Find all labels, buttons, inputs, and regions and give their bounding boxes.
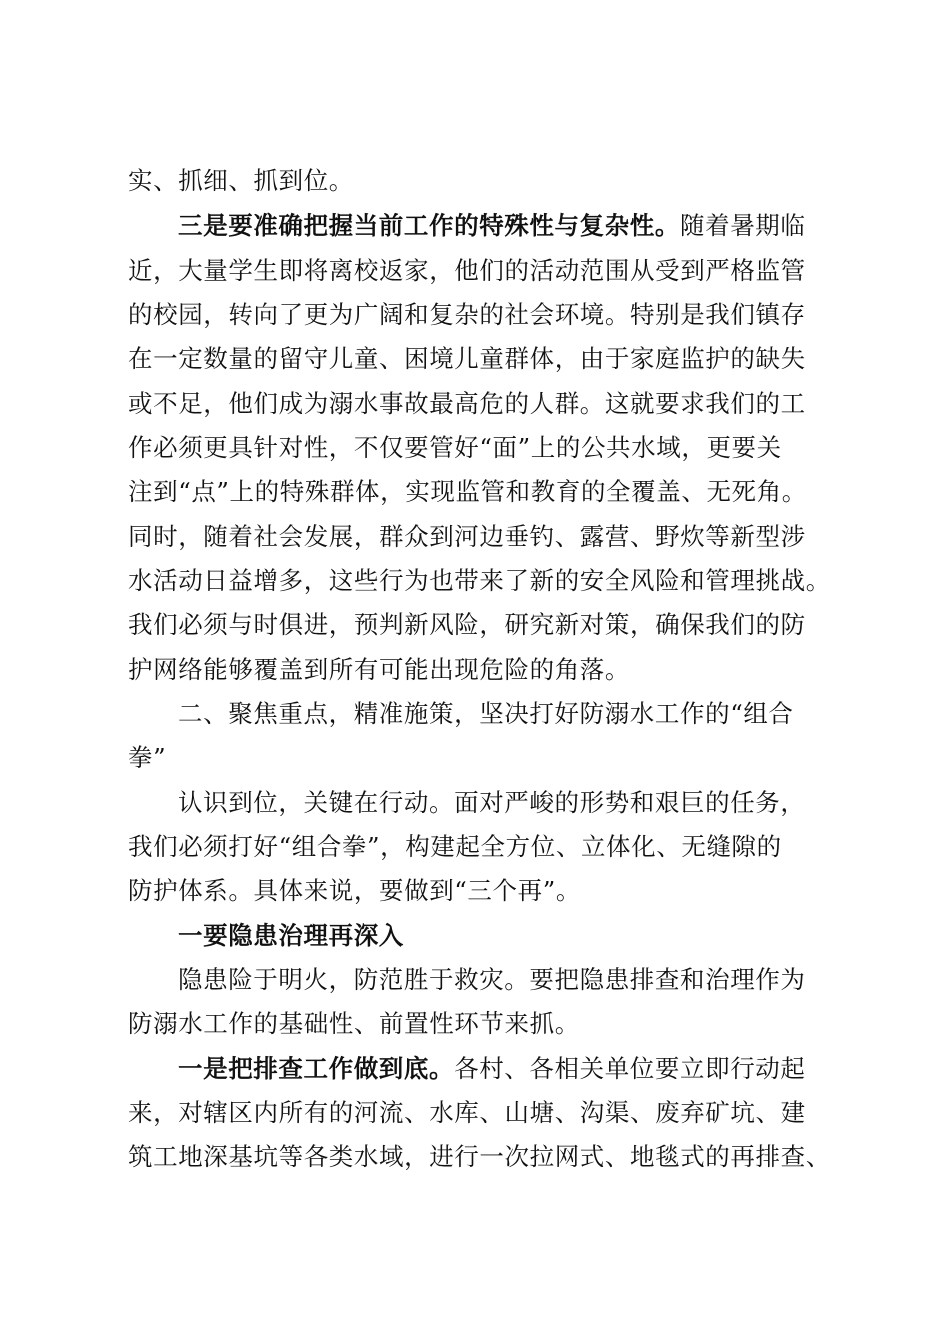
- line-text: 认识到位，关键在行动。面对严峻的形势和艰巨的任务，: [178, 788, 806, 817]
- paragraph-line: [128, 832, 848, 862]
- line-text: 随着暑期临: [680, 211, 806, 240]
- paragraph-line: [128, 522, 848, 552]
- paragraph-line: [128, 1009, 848, 1039]
- paragraph-line: [128, 477, 848, 507]
- paragraph-line: [178, 965, 848, 995]
- subheading-text: 一要隐患治理再深入: [178, 921, 404, 950]
- paragraph-line: [178, 788, 848, 818]
- paragraph-line: [128, 300, 848, 330]
- line-text: 注到“点”上的特殊群体，实现监管和教育的全覆盖、无死角。: [128, 477, 807, 506]
- paragraph-line: [178, 211, 848, 241]
- paragraph-line: [178, 1054, 848, 1084]
- line-text: 护网络能够覆盖到所有可能出现危险的角落。: [128, 655, 630, 684]
- line-text: 各村、各相关单位要立即行动起: [454, 1054, 806, 1083]
- paragraph-line: [128, 1098, 848, 1128]
- line-text: 隐患险于明火，防范胜于救灾。要把隐患排查和治理作为: [178, 965, 806, 994]
- line-text: 同时，随着社会发展，群众到河边垂钓、露营、野炊等新型涉: [128, 522, 806, 551]
- line-text: 我们必须打好“组合拳”，构建起全方位、立体化、无缝隙的: [128, 832, 782, 861]
- section-heading-line: [128, 743, 848, 773]
- paragraph-line: [128, 876, 848, 906]
- section-heading-line: [178, 699, 848, 729]
- paragraph-line: [128, 389, 848, 419]
- line-text: 实、抓细、抓到位。: [128, 166, 354, 195]
- paragraph-line: [128, 433, 848, 463]
- line-text: 来，对辖区内所有的河流、水库、山塘、沟渠、废弃矿坑、建: [128, 1098, 806, 1127]
- line-text: 近，大量学生即将离校返家，他们的活动范围从受到严格监管: [128, 256, 806, 285]
- paragraph-line: [128, 256, 848, 286]
- line-text: 我们必须与时俱进，预判新风险，研究新对策，确保我们的防: [128, 610, 806, 639]
- paragraph-line: [128, 610, 848, 640]
- section-heading-text: 拳”: [128, 743, 167, 772]
- line-text: 水活动日益增多，这些行为也带来了新的安全风险和管理挑战。: [128, 566, 831, 595]
- line-text: 筑工地深基坑等各类水域，进行一次拉网式、地毯式的再排查、: [128, 1142, 831, 1171]
- paragraph-line: [128, 566, 848, 596]
- paragraph-line: [128, 344, 848, 374]
- paragraph-line: [128, 166, 848, 196]
- line-text: 防溺水工作的基础性、前置性环节来抓。: [128, 1009, 580, 1038]
- bold-lead-text: 一是把排查工作做到底。: [178, 1054, 455, 1083]
- line-text: 或不足，他们成为溺水事故最高危的人群。这就要求我们的工: [128, 389, 806, 418]
- line-text: 在一定数量的留守儿童、困境儿童群体，由于家庭监护的缺失: [128, 344, 806, 373]
- line-text: 防护体系。具体来说，要做到“三个再”。: [128, 876, 581, 905]
- section-heading-text: 二、聚焦重点，精准施策，坚决打好防溺水工作的“组合: [178, 699, 794, 728]
- paragraph-line: [128, 1142, 848, 1172]
- line-text: 的校园，转向了更为广阔和复杂的社会环境。特别是我们镇存: [128, 300, 806, 329]
- line-text: 作必须更具针对性，不仅要管好“面”上的公共水域，更要关: [128, 433, 782, 462]
- paragraph-line: [128, 655, 848, 685]
- bold-lead-text: 三是要准确把握当前工作的特殊性与复杂性。: [178, 211, 680, 240]
- subheading-line: [178, 921, 848, 951]
